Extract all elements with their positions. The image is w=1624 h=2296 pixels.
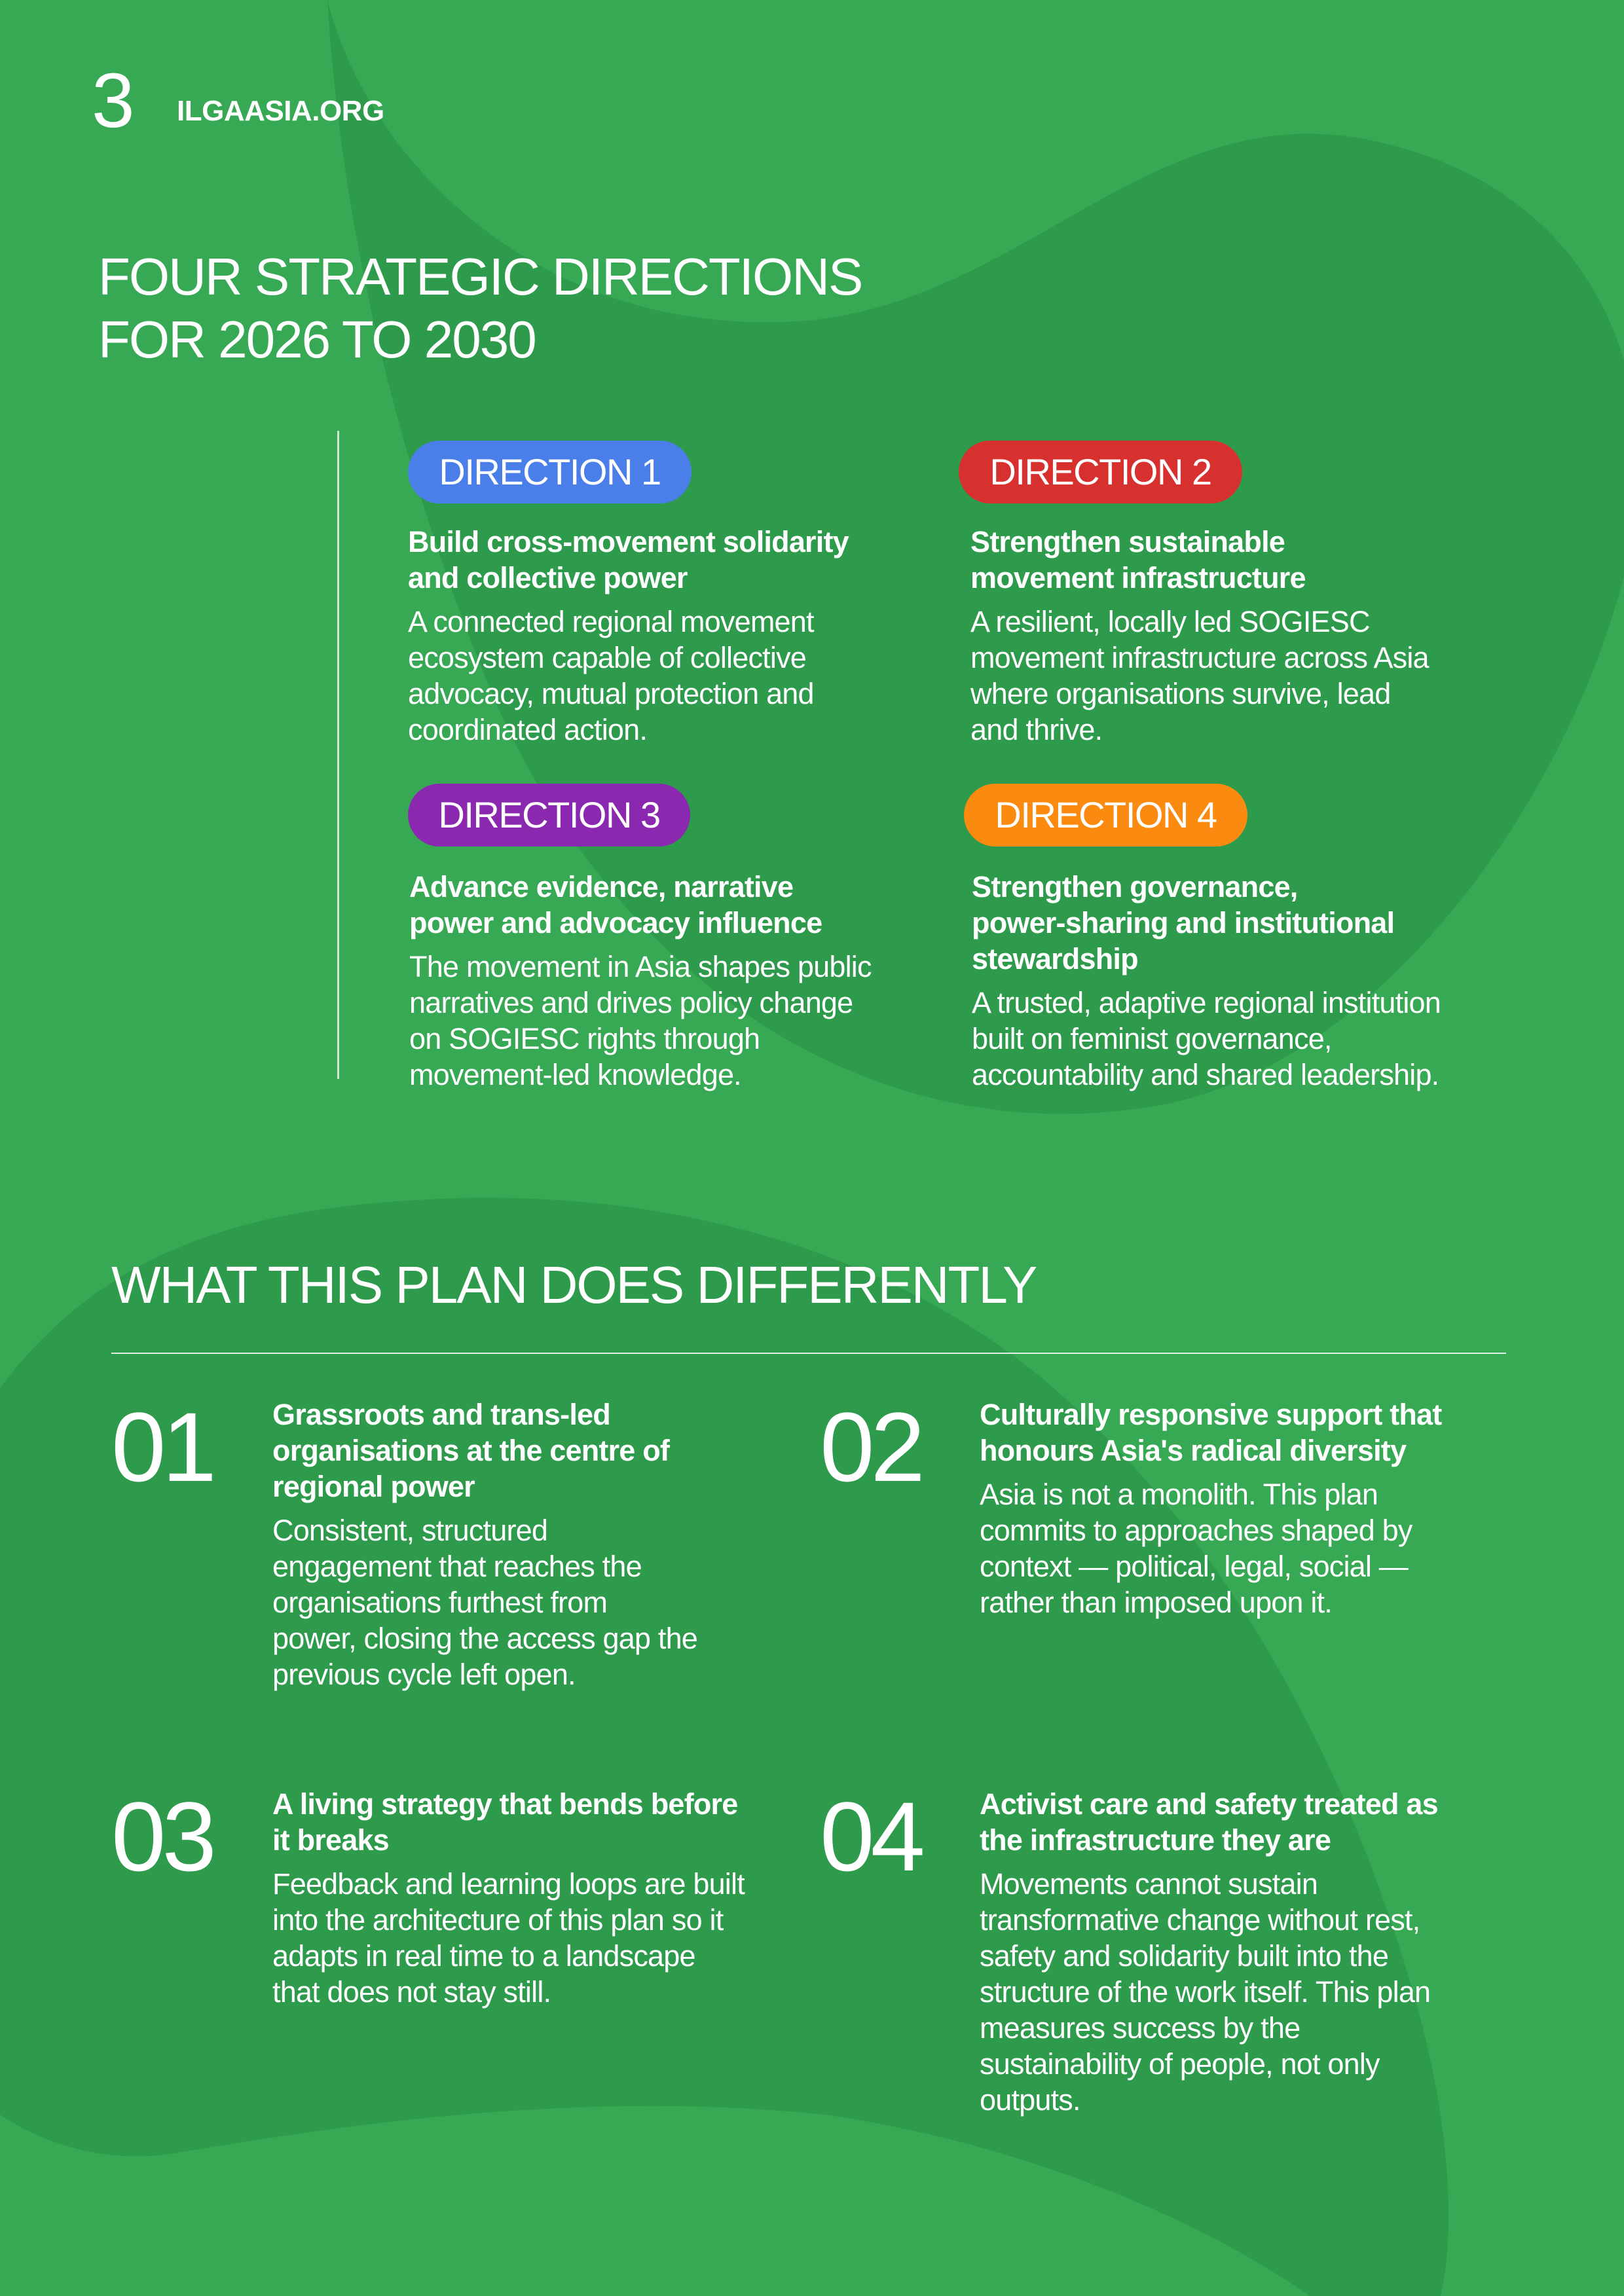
item-04-number: 04	[820, 1781, 921, 1891]
direction-3-description: The movement in Asia shapes public narratives and drives policy change on SOGIESC rights through movement-led knowledge.	[409, 950, 872, 1091]
title-line: FOUR STRATEGIC DIRECTIONS	[98, 247, 862, 306]
item-03-heading: A living strategy that bends before it breaks	[272, 1787, 738, 1857]
item-03-number: 03	[111, 1781, 213, 1891]
direction-4-description: A trusted, adaptive regional institution built on feminist governance, accountability and shared leadership.	[972, 986, 1441, 1091]
site-name: ILGAASIA.ORG	[177, 95, 384, 127]
direction-2-heading: Strengthen sustainable movement infrastructure	[970, 525, 1306, 594]
item-02-number: 02	[820, 1392, 921, 1502]
section-title-directions	[98, 246, 1146, 371]
section-title-differently: WHAT THIS PLAN DOES DIFFERENTLY	[111, 1256, 1037, 1314]
direction-4-heading: Strengthen governance, power-sharing and institutional stewardship	[972, 870, 1395, 975]
item-01-heading: Grassroots and trans-led organisations at the centre of regional power	[272, 1398, 670, 1503]
title-line: FOR 2026 TO 2030	[98, 310, 536, 369]
section-divider	[111, 1353, 1506, 1354]
item-01-description: Consistent, structured engagement that reaches the organisations furthest from power, closing the access gap the previous cycle left open.	[272, 1514, 698, 1691]
direction-3-heading: Advance evidence, narrative power and advocacy influence	[409, 870, 822, 939]
direction-1-heading: Build cross-movement solidarity and collective power	[408, 525, 849, 594]
direction-4-pill: DIRECTION 4	[964, 784, 1247, 847]
item-03-description: Feedback and learning loops are built into the architecture of this plan so it adapts in real time to a landscape that does not stay still.	[272, 1867, 745, 2009]
item-04-heading: Activist care and safety treated as the infrastructure they are	[980, 1787, 1438, 1857]
item-02-heading: Culturally responsive support that honours Asia's radical diversity	[980, 1398, 1442, 1467]
bg-shape-lower	[0, 1197, 1449, 2296]
direction-3-pill: DIRECTION 3	[408, 784, 690, 847]
page-number: 3	[92, 58, 135, 144]
direction-2-description: A resilient, locally led SOGIESC movement infrastructure across Asia where organisations survive, lead and thrive.	[970, 605, 1429, 746]
direction-1-description: A connected regional movement ecosystem capable of collective advocacy, mutual protection and coordinated action.	[408, 605, 814, 746]
item-01-number: 01	[111, 1392, 213, 1502]
direction-2-pill: DIRECTION 2	[959, 441, 1242, 503]
item-04-description: Movements cannot sustain transformative change without rest, safety and solidarity built into the structure of the work itself. This plan measures success by the sustainability of people, not only outputs.	[980, 1867, 1431, 2117]
direction-1-pill: DIRECTION 1	[408, 441, 692, 503]
item-02-description: Asia is not a monolith. This plan commits to approaches shaped by context — political, legal, social — rather than imposed upon it.	[980, 1478, 1412, 1619]
vertical-divider	[337, 431, 339, 1079]
